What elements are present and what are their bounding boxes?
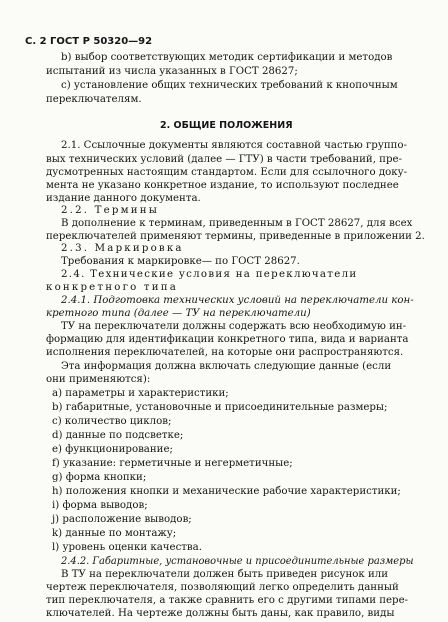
text-line: издание данного документа. xyxy=(46,193,201,204)
subsection-heading: 2.2. Термины xyxy=(61,205,160,216)
list-item: k) данные по монтажу; xyxy=(52,528,177,539)
list-item: e) функционирование; xyxy=(52,444,173,455)
text-line: чертеж переключателя, позволяющий легко определить данный xyxy=(46,582,399,593)
text-line: переключателей применяют термины, приведенные в приложении 2. xyxy=(46,231,425,242)
text-line: Требования к маркировке— по ГОСТ 28627. xyxy=(61,256,300,267)
subsection-heading: 2.4. Технические условия на переключатели xyxy=(61,269,358,280)
list-item: a) параметры и характеристики; xyxy=(52,388,229,399)
list-item: l) уровень оценки качества. xyxy=(52,542,202,553)
subsection-heading-cont: конкретного типа xyxy=(46,282,178,293)
text-line: 2.4.1. Подготовка технических условий на переключатели кон- xyxy=(61,295,414,306)
list-item: h) положения кнопки и механические рабочие характеристики; xyxy=(52,486,401,497)
text-line: В ТУ на переключатели должен быть приведен рисунок или xyxy=(61,569,389,580)
list-item: c) количество циклов; xyxy=(52,416,172,427)
text-line: b) выбор соответствующих методик сертификации и методов xyxy=(61,52,393,63)
text-line: ключателей. На чертеже должны быть даны, как правило, виды xyxy=(46,608,395,619)
text-line: испытаний из числа указанных в ГОСТ 28627; xyxy=(46,66,298,77)
text-line: они применяются): xyxy=(46,374,151,385)
text-line: вых технических условий (далее — ГТУ) в части требований, пре- xyxy=(46,154,402,165)
text-line: В дополнение к терминам, приведенным в ГОСТ 28627, для всех xyxy=(61,218,413,229)
subsection-heading: 2.4.2. Габаритные, установочные и присоединительные размеры xyxy=(61,556,414,567)
text-line: c) установление общих технических требований к кнопочным xyxy=(61,80,398,91)
list-item: b) габаритные, установочные и присоединительные размеры; xyxy=(52,402,388,413)
list-item: g) форма кнопки; xyxy=(52,472,147,483)
text-line: формацию для идентификации конкретного типа, вида и варианта xyxy=(46,334,409,345)
text-line: переключателям. xyxy=(46,94,142,105)
list-item: f) указание: герметичные и негерметичные; xyxy=(52,458,293,469)
list-item: j) расположение выводов; xyxy=(52,514,192,525)
text-line: Эта информация должна включать следующие данные (если xyxy=(61,361,392,372)
text-line: мента не указано конкретное издание, то используют последнее xyxy=(46,180,399,191)
list-item: i) форма выводов; xyxy=(52,500,148,511)
text-line: 2.1. Ссылочные документы являются составной частью группо- xyxy=(61,140,407,151)
text-line: тип переключателя, а также сравнить его с другими типами пере- xyxy=(46,595,409,606)
section-heading: 2. ОБЩИЕ ПОЛОЖЕНИЯ xyxy=(160,120,293,131)
subsection-heading: 2.3. Маркировка xyxy=(61,243,184,254)
list-item: d) данные по подсветке; xyxy=(52,430,184,441)
text-line: дусмотренных настоящим стандартом. Если для ссылочного доку- xyxy=(46,167,408,178)
text-line: ТУ на переключатели должны содержать всю необходимую ин- xyxy=(61,321,407,332)
running-head: С. 2 ГОСТ Р 50320—92 xyxy=(25,36,153,47)
text-line: кретного типа (далее — ТУ на переключатели) xyxy=(46,308,311,319)
text-line: исполнения переключателей, на которые они распространяются. xyxy=(46,347,404,358)
